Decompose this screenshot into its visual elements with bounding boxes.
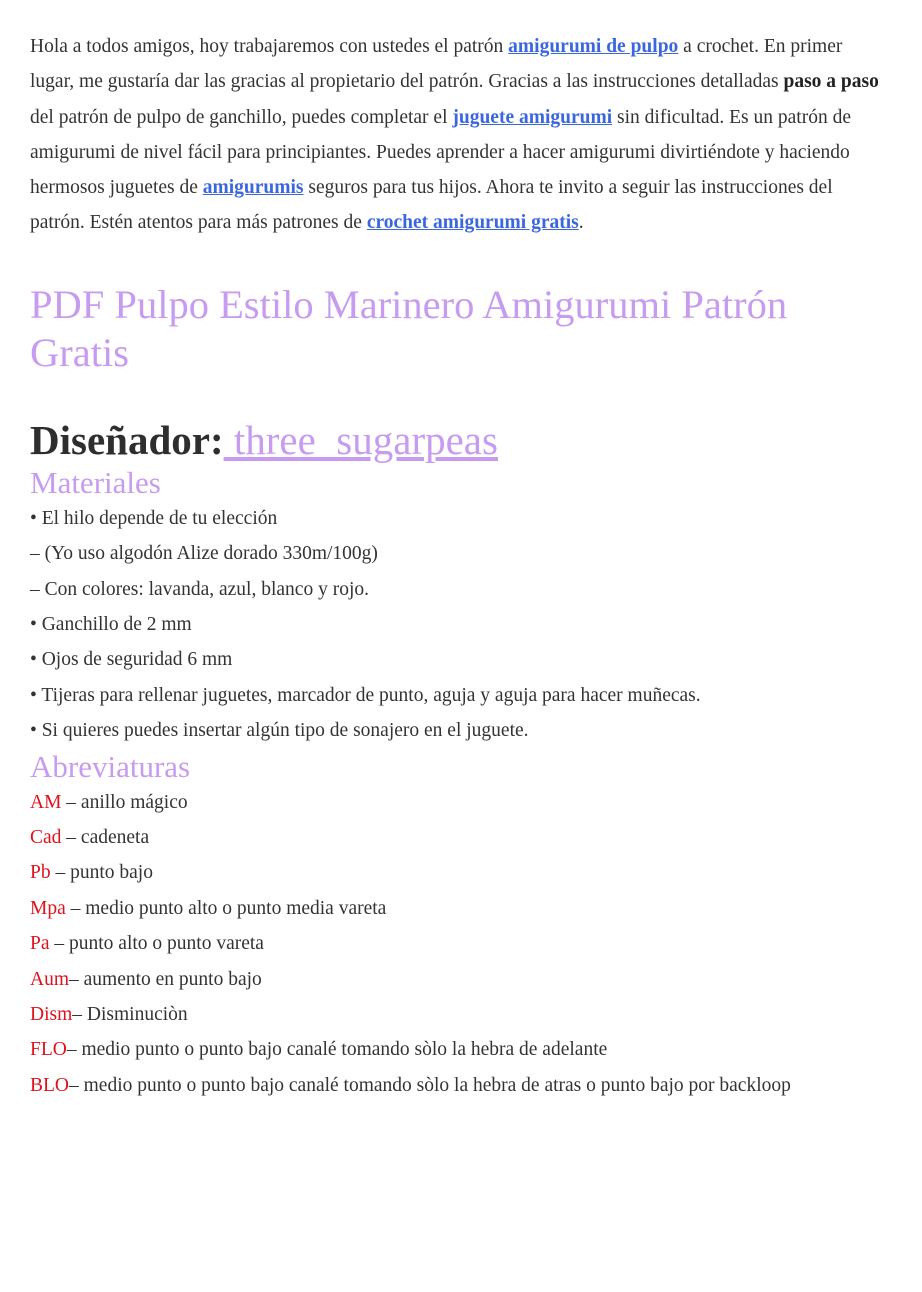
abbreviation-description: – medio punto o punto bajo canalé tomando sòlo la hebra de adelante bbox=[66, 1039, 608, 1061]
list-item: • El hilo depende de tu elección bbox=[30, 507, 278, 529]
abbreviation-code: Aum bbox=[30, 968, 69, 990]
abbreviation-description: – punto bajo bbox=[50, 862, 153, 884]
abbreviation-row bbox=[30, 926, 892, 961]
list-item: • Tijeras para rellenar juguetes, marcador de punto, aguja y aguja para hacer muñecas. bbox=[30, 684, 701, 706]
abbreviation-description: – Disminuciòn bbox=[72, 1004, 188, 1026]
abbreviation-row bbox=[30, 997, 892, 1032]
abbreviation-description: – punto alto o punto vareta bbox=[49, 933, 264, 955]
abbreviation-description: – aumento en punto bajo bbox=[69, 968, 262, 990]
link-amigurumi-de-pulpo[interactable]: amigurumi de pulpo bbox=[508, 36, 679, 57]
link-amigurumis[interactable]: amigurumis bbox=[202, 177, 304, 199]
abbreviation-row bbox=[30, 855, 892, 890]
abbreviations-heading: Abreviaturas bbox=[30, 748, 191, 784]
abbreviation-code: BLO bbox=[30, 1074, 69, 1096]
list-item: – Con colores: lavanda, azul, blanco y rojo. bbox=[30, 578, 369, 600]
abbreviation-code: Dism bbox=[30, 1004, 73, 1026]
list-item: • Si quieres puedes insertar algún tipo de sonajero en el juguete. bbox=[30, 720, 529, 742]
abbreviation-row bbox=[30, 891, 892, 926]
abbreviation-description: – medio punto o punto bajo canalé tomando sòlo la hebra de atras o punto bajo por backloop bbox=[69, 1074, 791, 1096]
abbreviation-description: – medio punto alto o punto media vareta bbox=[65, 897, 387, 919]
intro-bold-text: paso a paso bbox=[783, 71, 879, 93]
abbreviation-code: Mpa bbox=[30, 897, 66, 919]
abbreviation-code: Cad bbox=[30, 827, 62, 849]
abbreviation-code: Pb bbox=[30, 862, 51, 884]
intro-text: seguros para tus hijos. Ahora te invito a seguir las instrucciones del patrón. Estén atentos para más patrones de bbox=[30, 177, 833, 234]
abbreviations-list bbox=[30, 785, 892, 1104]
abbreviation-row bbox=[30, 1032, 892, 1067]
link-crochet-amigurumi-gratis[interactable]: crochet amigurumi gratis bbox=[366, 212, 579, 234]
abbreviation-row bbox=[30, 1068, 830, 1103]
list-item: – (Yo uso algodón Alize dorado 330m/100g) bbox=[30, 543, 378, 565]
designer-label: Diseñador: bbox=[30, 416, 224, 463]
list-item: • Ganchillo de 2 mm bbox=[30, 614, 192, 635]
abbreviation-description: – cadeneta bbox=[61, 827, 150, 849]
list-item: • Ojos de seguridad 6 mm bbox=[30, 649, 233, 671]
abbreviation-row bbox=[30, 962, 892, 997]
abbreviation-description: – anillo mágico bbox=[61, 791, 188, 813]
materials-list bbox=[30, 501, 892, 749]
page-title: PDF Pulpo Estilo Marinero Amigurumi Patrón Gratis bbox=[30, 281, 788, 375]
intro-text: . bbox=[578, 212, 584, 234]
intro-text: Hola a todos amigos, hoy trabajaremos con ustedes el patrón bbox=[30, 36, 509, 57]
abbreviation-code: Pa bbox=[30, 933, 50, 955]
intro-text: a crochet. En primer lugar, me gustaría dar las gracias al propietario del patrón. Gracias a las instrucciones detalladas bbox=[30, 36, 843, 93]
link-juguete-amigurumi[interactable]: juguete amigurumi bbox=[452, 106, 613, 128]
materials-heading: Materiales bbox=[30, 464, 161, 500]
intro-text: sin dificultad. Es un patrón de amigurumi de nivel fácil para principiantes. Puedes aprender a hacer amigurumi divirtiéndote y haciendo hermosos juguetes de bbox=[30, 106, 851, 199]
abbreviation-code: FLO bbox=[30, 1039, 67, 1061]
designer-heading bbox=[30, 415, 892, 465]
intro-paragraph bbox=[30, 29, 890, 241]
abbreviation-row bbox=[30, 820, 892, 855]
intro-text: del patrón de pulpo de ganchillo, puedes completar el bbox=[30, 106, 453, 128]
abbreviation-row bbox=[30, 785, 892, 820]
abbreviation-code: AM bbox=[30, 791, 62, 813]
designer-link[interactable]: three_sugarpeas bbox=[223, 416, 498, 463]
